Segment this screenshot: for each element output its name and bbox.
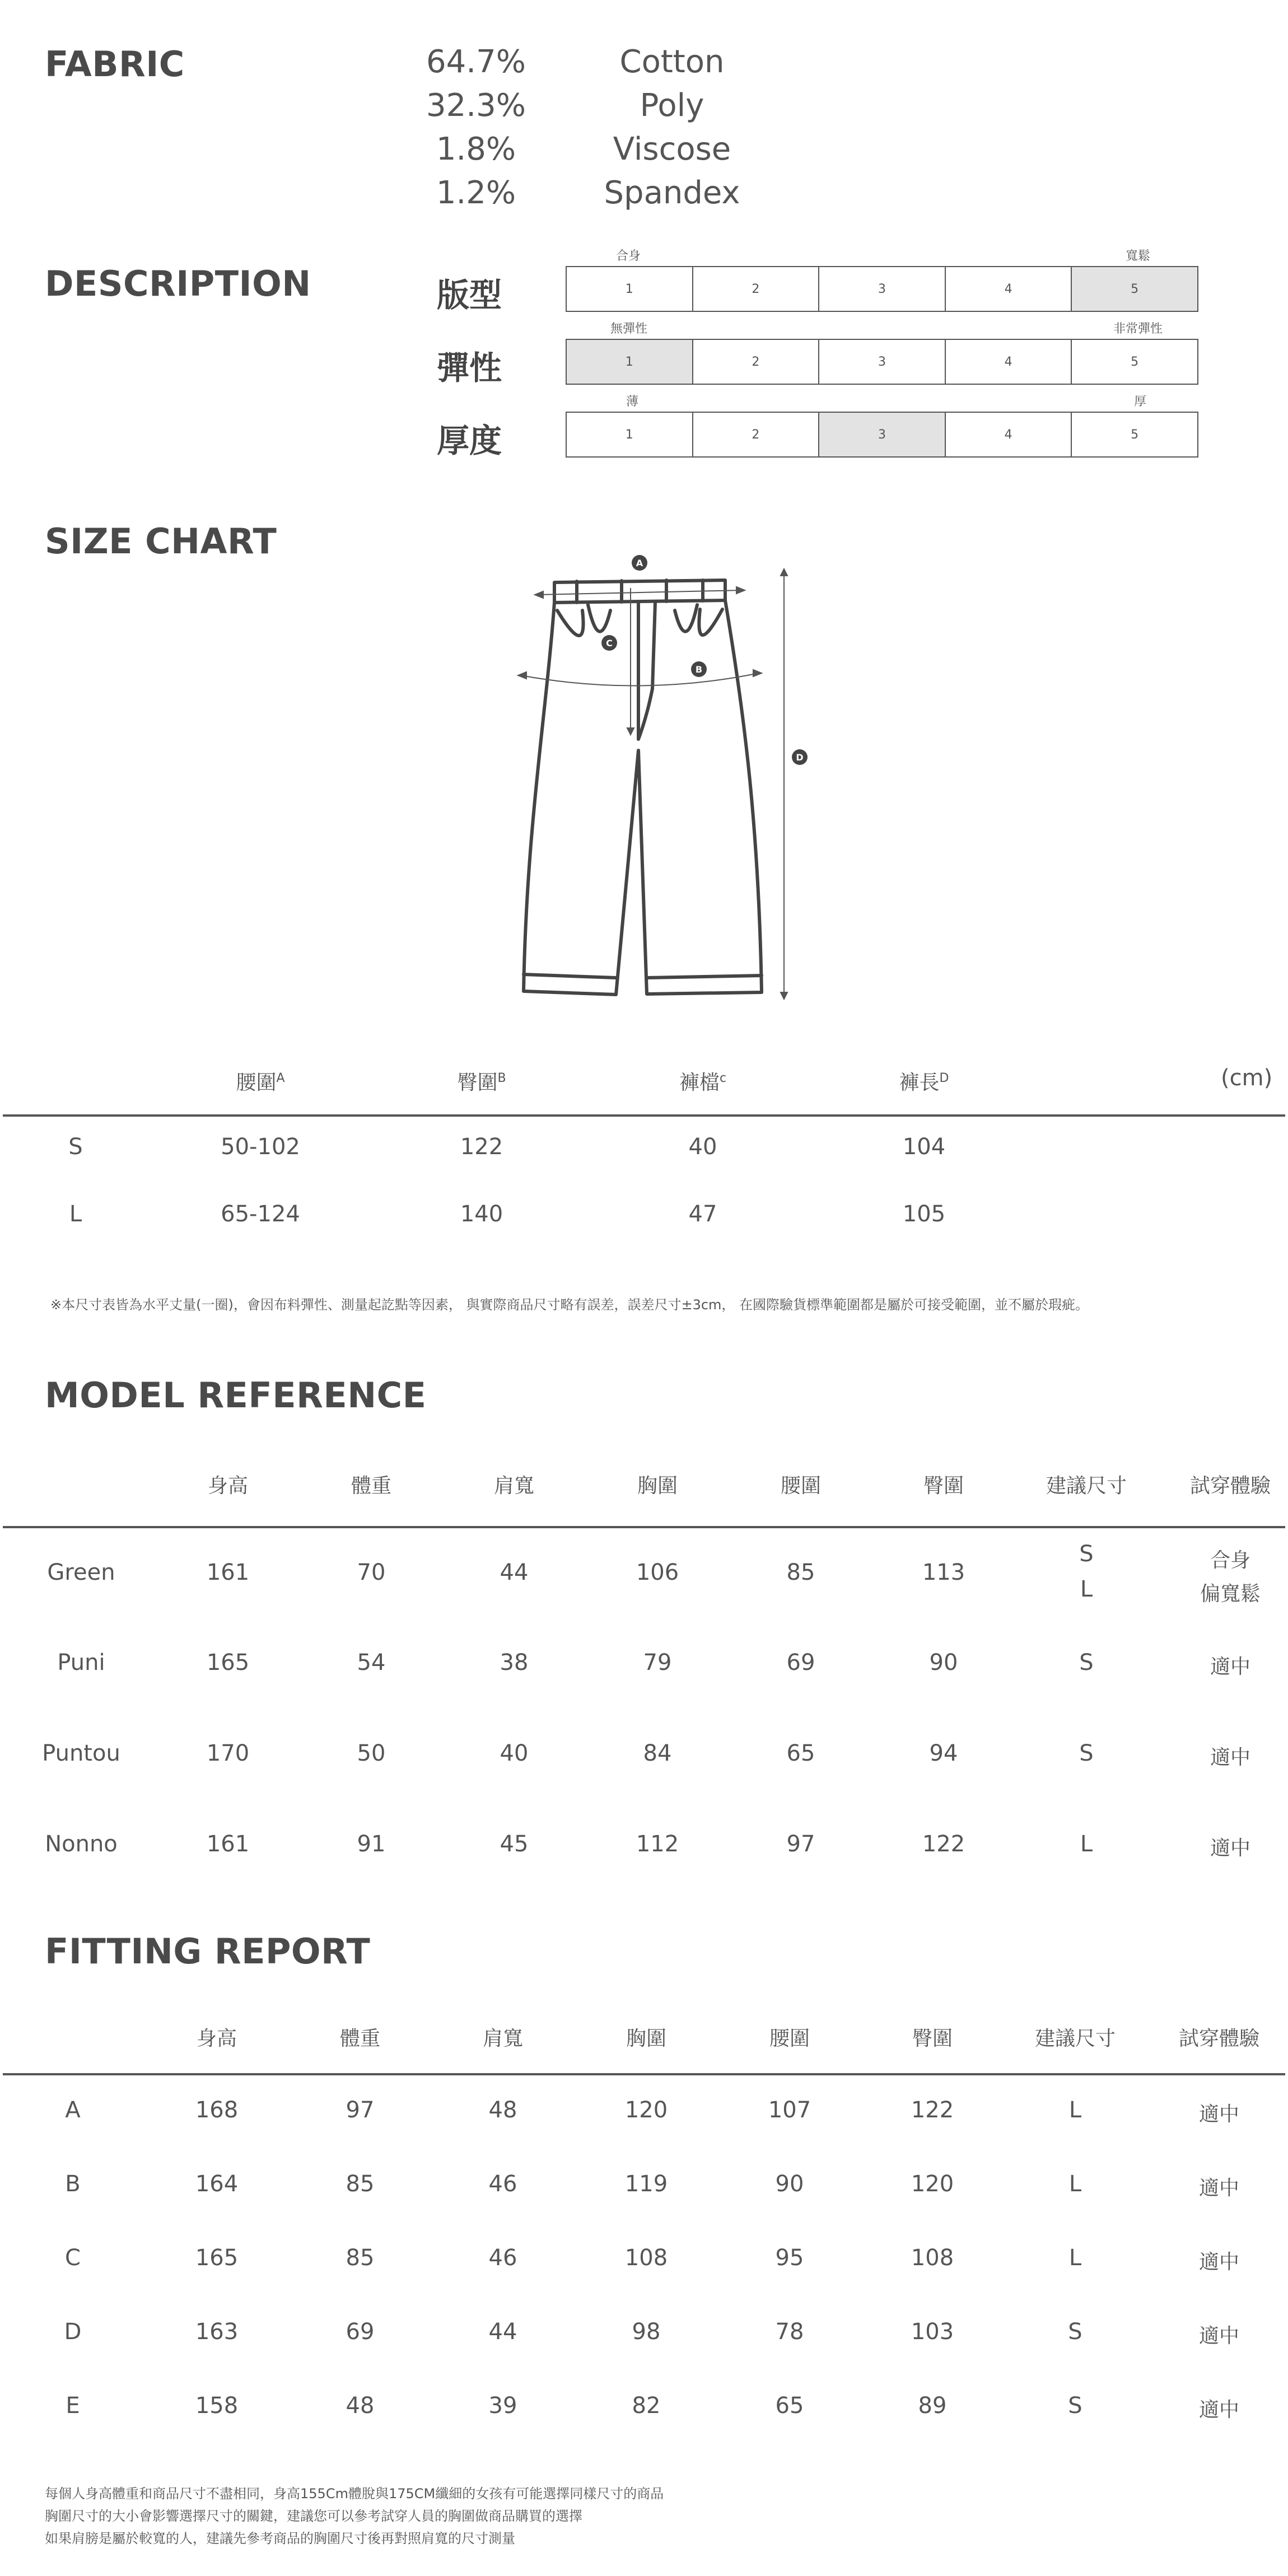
fabric-pct: 1.8% bbox=[436, 131, 516, 167]
scale-cell: 4 bbox=[946, 340, 1072, 384]
fitting-fit: 適中 bbox=[1198, 2251, 1240, 2274]
model-cell: 84 bbox=[643, 1740, 672, 1766]
fitting-cell: 108 bbox=[911, 2245, 954, 2271]
model-cell: 161 bbox=[206, 1831, 250, 1857]
model-reference-heading: MODEL REFERENCE bbox=[45, 1375, 427, 1416]
scale-cell: 5 bbox=[1131, 427, 1139, 442]
header-sup: A bbox=[276, 1071, 285, 1085]
header-label: 腰圍 bbox=[236, 1071, 277, 1094]
fitting-cell: 168 bbox=[195, 2097, 239, 2123]
fitting-header: 肩寬 bbox=[482, 2027, 524, 2050]
fitting-header: 臀圍 bbox=[912, 2027, 953, 2050]
scale-cell: 1 bbox=[567, 413, 693, 456]
scale-cell: 2 bbox=[693, 267, 820, 311]
scale-cell: 4 bbox=[946, 267, 1072, 311]
fitting-cell: 48 bbox=[488, 2097, 517, 2123]
model-fit: 合身 bbox=[1210, 1549, 1251, 1572]
pants-diagram bbox=[504, 549, 840, 1019]
fitting-report-rule bbox=[3, 2073, 1285, 2075]
fitting-cell: 39 bbox=[488, 2393, 517, 2419]
fit-scale bbox=[566, 266, 1198, 312]
description-label: 厚度 bbox=[437, 422, 502, 460]
fitting-cell: 120 bbox=[624, 2097, 668, 2123]
fabric-name: Spandex bbox=[604, 175, 740, 211]
model-header: 肩寬 bbox=[493, 1474, 535, 1497]
description-label: 彈性 bbox=[437, 349, 502, 387]
size-label: S bbox=[68, 1134, 83, 1160]
fitting-size: S bbox=[1068, 2319, 1082, 2345]
fitting-size: L bbox=[1068, 2245, 1082, 2271]
model-cell: 44 bbox=[500, 1560, 529, 1585]
fabric-pct: 32.3% bbox=[426, 87, 526, 124]
model-name: Nonno bbox=[45, 1831, 118, 1857]
marker-a-label: A bbox=[636, 558, 643, 568]
size-cell: 40 bbox=[688, 1134, 717, 1160]
fitting-cell: 85 bbox=[346, 2171, 375, 2197]
fitting-header: 試穿體驗 bbox=[1178, 2027, 1260, 2050]
header-sup: c bbox=[719, 1071, 727, 1085]
size-cell: 104 bbox=[902, 1134, 946, 1160]
size-chart-rule bbox=[3, 1114, 1285, 1117]
scale-cell-selected: 5 bbox=[1072, 267, 1197, 311]
model-cell: 54 bbox=[357, 1650, 386, 1676]
model-cell: 161 bbox=[206, 1560, 250, 1585]
model-fit: 適中 bbox=[1210, 1837, 1251, 1860]
model-cell: 45 bbox=[500, 1831, 529, 1857]
model-size: L bbox=[1080, 1576, 1093, 1602]
fitting-cell: 119 bbox=[624, 2171, 668, 2197]
fitting-name: B bbox=[65, 2171, 81, 2197]
model-cell: 122 bbox=[922, 1831, 965, 1857]
model-reference-rule bbox=[3, 1526, 1285, 1528]
model-cell: 97 bbox=[786, 1831, 815, 1857]
fitting-cell: 108 bbox=[624, 2245, 668, 2271]
fitting-cell: 69 bbox=[346, 2319, 375, 2345]
fitting-cell: 158 bbox=[195, 2393, 239, 2419]
size-cell: 140 bbox=[460, 1201, 503, 1227]
fitting-cell: 46 bbox=[488, 2245, 517, 2271]
fitting-header: 胸圍 bbox=[626, 2027, 667, 2050]
model-cell: 94 bbox=[929, 1740, 958, 1766]
scale-right-label: 寬鬆 bbox=[1126, 249, 1151, 263]
fitting-header: 腰圍 bbox=[769, 2027, 810, 2050]
model-fit: 偏寬鬆 bbox=[1200, 1583, 1261, 1606]
scale-cell: 5 bbox=[1131, 354, 1139, 369]
fitting-cell: 120 bbox=[911, 2171, 954, 2197]
scale-cell: 3 bbox=[819, 340, 946, 384]
size-header-hip bbox=[457, 1067, 506, 1095]
model-cell: 170 bbox=[206, 1740, 250, 1766]
scale-left-label: 薄 bbox=[626, 395, 639, 409]
fitting-size: L bbox=[1068, 2097, 1082, 2123]
model-cell: 106 bbox=[636, 1560, 679, 1585]
scale-left-label: 合身 bbox=[616, 249, 641, 263]
model-header: 試穿體驗 bbox=[1189, 1474, 1271, 1497]
header-label: 褲檔 bbox=[679, 1071, 720, 1094]
fabric-pct: 1.2% bbox=[436, 175, 516, 211]
fitting-cell: 89 bbox=[918, 2393, 947, 2419]
model-cell: 112 bbox=[636, 1831, 679, 1857]
model-cell: 70 bbox=[357, 1560, 386, 1585]
fitting-cell: 95 bbox=[775, 2245, 804, 2271]
fitting-name: D bbox=[64, 2319, 82, 2345]
scale-cell-selected: 1 bbox=[567, 340, 693, 384]
scale-cell: 1 bbox=[567, 267, 693, 311]
description-label: 版型 bbox=[437, 276, 502, 314]
model-cell: 91 bbox=[357, 1831, 386, 1857]
model-cell: 85 bbox=[786, 1560, 815, 1585]
model-header: 腰圍 bbox=[780, 1474, 822, 1497]
model-fit: 適中 bbox=[1210, 1746, 1251, 1769]
elasticity-scale bbox=[566, 339, 1198, 385]
fabric-name: Poly bbox=[640, 87, 704, 124]
size-label: L bbox=[69, 1201, 82, 1227]
fitting-note: 如果肩膀是屬於較寬的人，建議先參考商品的胸圍尺寸後再對照肩寬的尺寸測量 bbox=[45, 2531, 515, 2546]
model-cell: 165 bbox=[206, 1650, 250, 1676]
model-cell: 113 bbox=[922, 1560, 965, 1585]
fitting-note: 每個人身高體重和商品尺寸不盡相同，身高155Cm體脫與175CM纖細的女孩有可能選擇同樣尺寸的商品 bbox=[45, 2486, 664, 2502]
fitting-fit: 適中 bbox=[1198, 2398, 1240, 2421]
scale-cell: 4 bbox=[946, 413, 1072, 456]
fitting-note: 胸圍尺寸的大小會影響選擇尺寸的關鍵，建議您可以參考試穿人員的胸圍做商品購買的選擇 bbox=[45, 2508, 582, 2524]
size-cell: 105 bbox=[902, 1201, 946, 1227]
scale-right-label: 厚 bbox=[1134, 395, 1147, 409]
model-size: L bbox=[1080, 1831, 1093, 1857]
size-header-rise bbox=[679, 1067, 726, 1095]
fitting-cell: 164 bbox=[195, 2171, 239, 2197]
fitting-name: C bbox=[65, 2245, 81, 2271]
fitting-cell: 65 bbox=[775, 2393, 804, 2419]
fitting-cell: 48 bbox=[346, 2393, 375, 2419]
fitting-cell: 46 bbox=[488, 2171, 517, 2197]
fabric-name: Cotton bbox=[619, 44, 725, 80]
fabric-name: Viscose bbox=[613, 131, 731, 167]
size-header-waist bbox=[236, 1067, 284, 1095]
header-label: 臀圍 bbox=[457, 1071, 498, 1094]
size-cell: 122 bbox=[460, 1134, 503, 1160]
model-header: 胸圍 bbox=[637, 1474, 678, 1497]
model-header: 臀圍 bbox=[923, 1474, 964, 1497]
model-cell: 90 bbox=[929, 1650, 958, 1676]
model-header: 建議尺寸 bbox=[1046, 1474, 1127, 1497]
model-cell: 65 bbox=[786, 1740, 815, 1766]
model-cell: 69 bbox=[786, 1650, 815, 1676]
model-size: S bbox=[1079, 1740, 1094, 1766]
fitting-cell: 98 bbox=[632, 2319, 661, 2345]
size-chart-heading: SIZE CHART bbox=[45, 521, 277, 562]
scale-cell: 3 bbox=[819, 267, 946, 311]
size-header-length bbox=[899, 1067, 949, 1095]
scale-cell: 2 bbox=[693, 340, 820, 384]
unit-label: (cm) bbox=[1221, 1065, 1273, 1091]
size-cell: 65-124 bbox=[221, 1201, 300, 1227]
fitting-cell: 103 bbox=[911, 2319, 954, 2345]
fitting-cell: 163 bbox=[195, 2319, 239, 2345]
header-sup: D bbox=[939, 1071, 949, 1085]
fitting-fit: 適中 bbox=[1198, 2177, 1240, 2200]
fitting-header: 身高 bbox=[196, 2027, 237, 2050]
model-cell: 79 bbox=[643, 1650, 672, 1676]
fitting-name: E bbox=[66, 2393, 80, 2419]
fitting-cell: 122 bbox=[911, 2097, 954, 2123]
fitting-size: L bbox=[1068, 2171, 1082, 2197]
fitting-cell: 85 bbox=[346, 2245, 375, 2271]
fitting-cell: 44 bbox=[488, 2319, 517, 2345]
fitting-cell: 78 bbox=[775, 2319, 804, 2345]
header-label: 褲長 bbox=[899, 1071, 940, 1094]
scale-left-label: 無彈性 bbox=[610, 322, 648, 336]
model-size: S bbox=[1079, 1541, 1094, 1567]
model-header: 身高 bbox=[207, 1474, 249, 1497]
model-fit: 適中 bbox=[1210, 1655, 1251, 1678]
fitting-header: 體重 bbox=[339, 2027, 381, 2050]
model-header: 體重 bbox=[351, 1474, 392, 1497]
fitting-report-heading: FITTING REPORT bbox=[45, 1931, 371, 1972]
fitting-fit: 適中 bbox=[1198, 2103, 1240, 2126]
model-cell: 40 bbox=[500, 1740, 529, 1766]
fabric-heading: FABRIC bbox=[45, 44, 185, 85]
scale-right-label: 非常彈性 bbox=[1113, 322, 1163, 336]
model-name: Green bbox=[47, 1560, 115, 1585]
fabric-pct: 64.7% bbox=[426, 44, 526, 80]
header-sup: B bbox=[497, 1071, 506, 1085]
fitting-header: 建議尺寸 bbox=[1034, 2027, 1116, 2050]
size-cell: 50-102 bbox=[221, 1134, 300, 1160]
fitting-cell: 97 bbox=[346, 2097, 375, 2123]
fitting-cell: 165 bbox=[195, 2245, 239, 2271]
fitting-cell: 90 bbox=[775, 2171, 804, 2197]
scale-cell: 2 bbox=[693, 413, 820, 456]
model-size: S bbox=[1079, 1650, 1094, 1676]
size-cell: 47 bbox=[688, 1201, 717, 1227]
marker-b-label: B bbox=[695, 664, 703, 675]
marker-c-label: C bbox=[606, 638, 613, 648]
fitting-name: A bbox=[65, 2097, 81, 2123]
fitting-cell: 107 bbox=[768, 2097, 811, 2123]
model-name: Puni bbox=[57, 1650, 105, 1676]
fitting-size: S bbox=[1068, 2393, 1082, 2419]
thickness-scale bbox=[566, 412, 1198, 458]
fitting-fit: 適中 bbox=[1198, 2325, 1240, 2348]
model-cell: 38 bbox=[500, 1650, 529, 1676]
size-chart-note: ※本尺寸表皆為水平丈量(一圈)，會因布料彈性、測量起訖點等因素， 與實際商品尺寸略有誤差，誤差尺寸±3cm， 在國際驗貨標準範圍都是屬於可接受範圍，並不屬於瑕疵。 bbox=[50, 1297, 1089, 1313]
model-name: Puntou bbox=[42, 1740, 120, 1766]
scale-cell-selected: 3 bbox=[819, 413, 946, 456]
marker-d-label: D bbox=[796, 752, 804, 763]
fitting-cell: 82 bbox=[632, 2393, 661, 2419]
description-heading: DESCRIPTION bbox=[45, 263, 311, 304]
model-cell: 50 bbox=[357, 1740, 386, 1766]
